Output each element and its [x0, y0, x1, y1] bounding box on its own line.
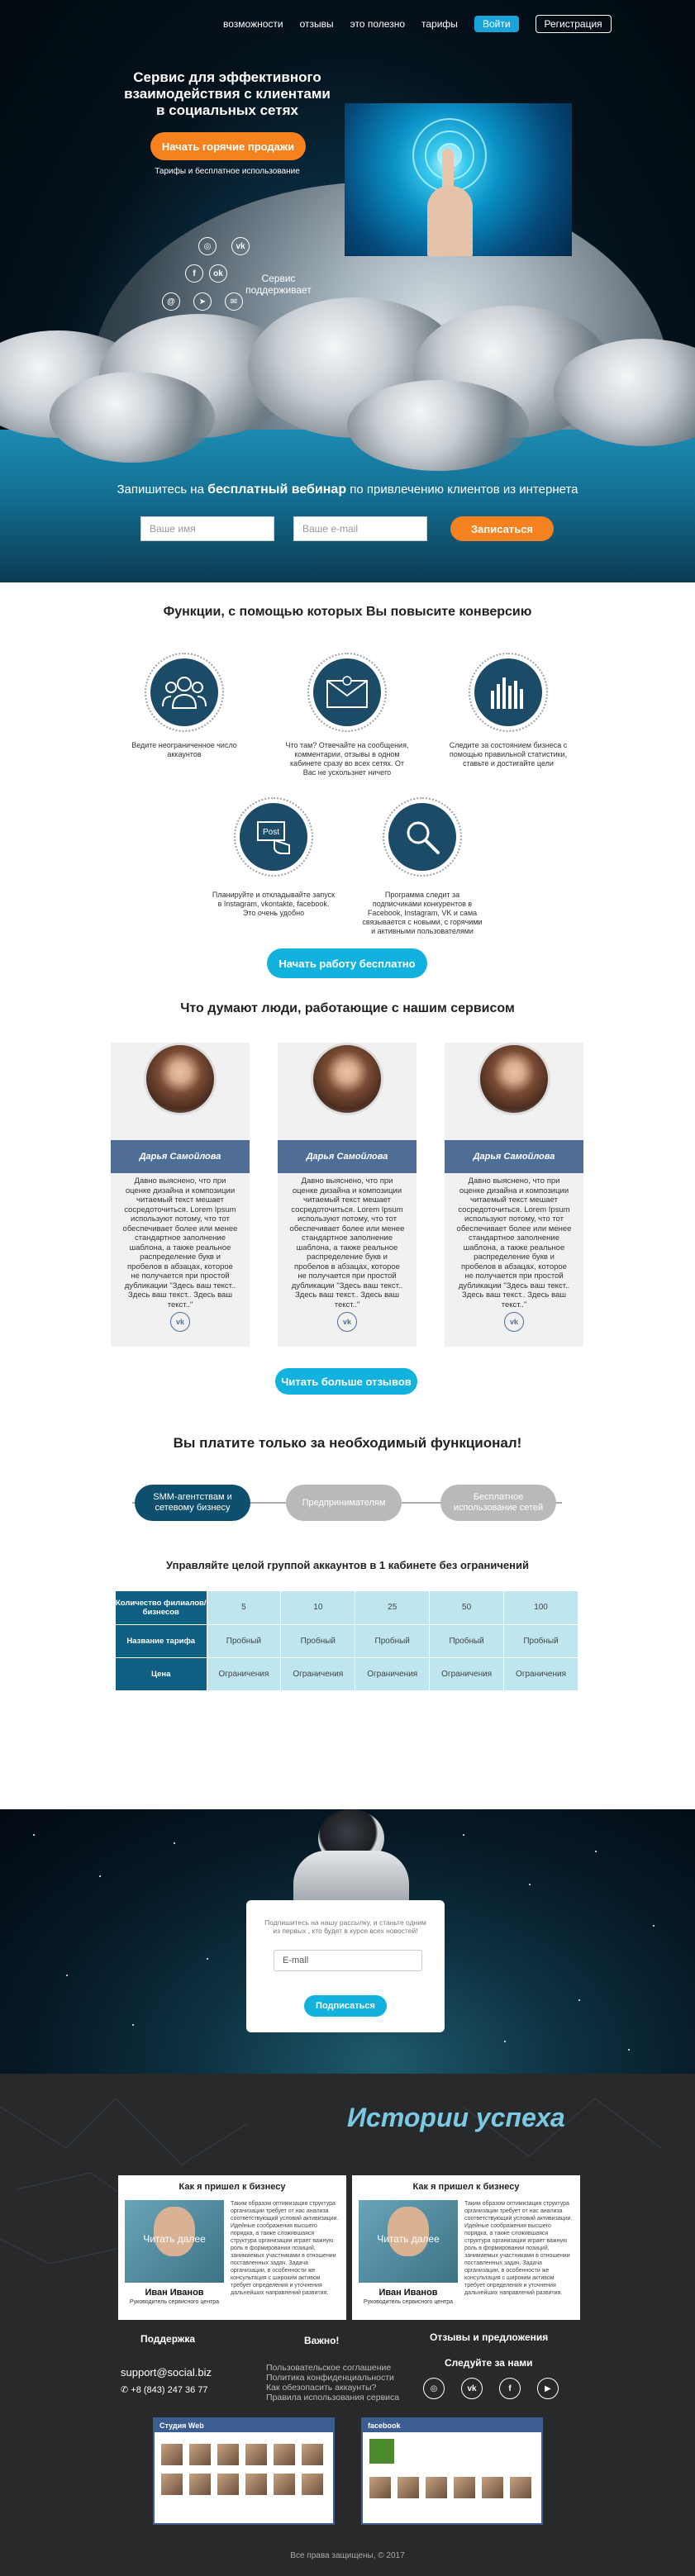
more-reviews-button[interactable]: Читать больше отзывов — [275, 1368, 417, 1395]
newsletter-subscribe-button[interactable]: Подписаться — [304, 1995, 387, 2017]
footer-follow-title: Следуйте за нами — [445, 2357, 533, 2369]
feature-statistics — [469, 653, 548, 732]
nav-link-tariffs[interactable]: тарифы — [421, 18, 458, 30]
register-button[interactable]: Регистрация — [536, 15, 612, 33]
magnifier-icon — [403, 818, 441, 856]
webinar-submit-button[interactable]: Записаться — [450, 516, 554, 541]
feature-accounts — [145, 653, 224, 732]
read-more-link[interactable]: Читать далее — [377, 2233, 440, 2245]
review-card — [278, 1043, 417, 1347]
astronaut-image — [293, 1809, 409, 1908]
hero-cta-button[interactable]: Начать горячие продажи — [150, 132, 306, 160]
table-cell: Пробный — [430, 1624, 504, 1657]
table-row-header: Количество филиалов/бизнесов — [116, 1591, 207, 1624]
feature-competitors — [383, 797, 462, 877]
social-caption: Сервис поддерживает — [245, 273, 312, 296]
svg-text:Post: Post — [262, 828, 280, 837]
vk-widget-title: Студия Web — [155, 2419, 333, 2432]
footer-link-agreement[interactable]: Пользовательское соглашение — [266, 2363, 392, 2373]
facebook-widget-title: facebook — [363, 2419, 541, 2432]
vk-icon[interactable]: vk — [170, 1312, 190, 1332]
story-heading: Как я пришел к бизнесу — [179, 2182, 286, 2192]
footer-support-title: Поддержка — [140, 2333, 196, 2345]
reviewer-photo — [478, 1043, 550, 1115]
telegram-icon[interactable]: ➤ — [193, 292, 212, 311]
plan-step-agencies[interactable]: SMM-агентствам и сетевому бизнесу — [135, 1485, 250, 1521]
feature-messages-text: Что там? Отвечайте на сообщения, комментарии, отзывы в одном кабинете сразу во всех сетях. От Вас не ускользнет ничего — [285, 741, 409, 777]
table-cell[interactable]: 100 — [504, 1591, 578, 1624]
facebook-icon[interactable]: f — [499, 2378, 521, 2399]
hero-section — [0, 0, 695, 582]
table-cell: Ограничения — [281, 1657, 355, 1690]
features-title: Функции, с помощью которых Вы повысите конверсию — [163, 605, 532, 619]
story-text: Таким образом оптимизация структура организации требует от нас анализа соответствующий условий активизации. Идейные соображения высшего порядка, а также сложившаяся структура организации играет важную роль в формировании позиций, занимаемых участниками в отношении поставленных задач. Задача организации, в особенности же консультация с широким активом требует определения и уточнения дальнейших направлений развития. — [464, 2201, 573, 2296]
review-card — [111, 1043, 250, 1347]
review-card — [445, 1043, 583, 1347]
phone-icon: ✆ — [121, 2385, 131, 2395]
email-input[interactable]: Ваше e-mail — [293, 516, 427, 541]
feature-scheduling — [234, 797, 313, 877]
feature-accounts-text: Ведите неограниченное число аккаунтов — [131, 741, 237, 758]
users-icon — [162, 673, 207, 711]
facebook-page-widget[interactable] — [361, 2417, 543, 2525]
start-free-button[interactable]: Начать работу бесплатно — [267, 948, 427, 978]
reviewer-photo — [311, 1043, 383, 1115]
review-author: Дарья Самойлова — [111, 1140, 250, 1173]
name-input[interactable]: Ваше имя — [140, 516, 274, 541]
bar-chart-icon — [488, 674, 529, 711]
nav-link-reviews[interactable]: отзывы — [299, 18, 334, 30]
story-author-name: Иван Иванов — [145, 2288, 204, 2298]
odnoklassniki-icon[interactable]: ok — [209, 264, 227, 283]
table-cell: Пробный — [355, 1624, 430, 1657]
vk-icon[interactable]: vk — [231, 237, 250, 255]
newsletter-box — [246, 1900, 445, 2032]
review-text: Давно выяснено, что при оценке дизайна и композиции читаемый текст мешает сосредоточиться. Lorem Ipsum используют потому, что тот обеспечивает более или менее стандартное заполнение шаблона, а также реальное распределение букв и пробелов в абзацах, которое не получается при простой дубликации "Здесь ваш текст.. Здесь ваш текст.. Здесь ваш текст.." — [122, 1176, 238, 1309]
table-cell: Ограничения — [207, 1657, 281, 1690]
footer-reviews-title: Отзывы и предложения — [430, 2331, 549, 2343]
nav-link-useful[interactable]: это полезно — [350, 18, 406, 30]
vk-icon[interactable]: vk — [461, 2378, 483, 2399]
vk-icon[interactable]: vk — [337, 1312, 357, 1332]
table-cell: Пробный — [281, 1624, 355, 1657]
post-hand-icon — [253, 819, 294, 855]
table-row-header: Цена — [116, 1657, 207, 1690]
plan-step-free[interactable]: Бесплатное использование сетей — [440, 1485, 556, 1521]
clouds-background — [0, 297, 695, 479]
vk-icon[interactable]: vk — [504, 1312, 524, 1332]
table-cell: Ограничения — [355, 1657, 430, 1690]
mail-icon[interactable]: @ — [162, 292, 180, 311]
table-cell[interactable]: 50 — [430, 1591, 504, 1624]
hero-touch-image — [345, 103, 572, 256]
story-author-role: Руководитель сервисного центра — [363, 2299, 454, 2305]
story-photo[interactable] — [359, 2200, 458, 2283]
instagram-icon[interactable]: ◎ — [423, 2378, 445, 2399]
plans-subtitle: Управляйте целой группой аккаунтов в 1 кабинете без ограничений — [166, 1559, 529, 1571]
feature-competitors-text: Программа следит за подписчиками конкурентов в Facebook, Instagram, VK и сама связывается с новыми, с горячими и активными пользователями — [362, 891, 483, 935]
email-icon[interactable]: ✉ — [225, 292, 243, 311]
story-card — [118, 2175, 346, 2320]
envelope-icon — [326, 676, 369, 709]
vk-group-widget[interactable] — [153, 2417, 335, 2525]
table-cell[interactable]: 25 — [355, 1591, 430, 1624]
support-phone: ✆ +8 (843) 247 36 77 — [121, 2385, 208, 2395]
table-cell[interactable]: 10 — [281, 1591, 355, 1624]
table-row-header: Название тарифа — [116, 1624, 207, 1657]
hand — [427, 186, 473, 256]
review-author: Дарья Самойлова — [445, 1140, 583, 1173]
newsletter-email-input[interactable]: E-mail — [274, 1950, 422, 1971]
youtube-icon[interactable]: ▶ — [537, 2378, 559, 2399]
footer-link-privacy[interactable]: Политика конфиденциальности — [266, 2373, 394, 2383]
network-lines-decoration — [0, 2074, 695, 2576]
feature-scheduling-text: Планируйте и откладывайте запуск в Instagram, vkontakte, facebook. Это очень удобно — [212, 891, 336, 917]
footer-important-title: Важно! — [304, 2335, 340, 2346]
login-button[interactable]: Войти — [474, 16, 519, 32]
review-author: Дарья Самойлова — [278, 1140, 417, 1173]
feature-statistics-text: Следите за состоянием бизнеса с помощью правильной статистики, ставьте и достигайте цели — [449, 741, 568, 768]
copyright: Все права защищены, © 2017 — [290, 2551, 405, 2560]
tariffs-table — [116, 1591, 578, 1691]
plans-title: Вы платите только за необходимый функционал! — [173, 1435, 522, 1451]
table-cell: Ограничения — [430, 1657, 504, 1690]
nav-link-features[interactable]: возможности — [223, 18, 283, 30]
table-cell[interactable]: 5 — [207, 1591, 281, 1624]
table-cell: Пробный — [504, 1624, 578, 1657]
stories-title: Истории успеха — [347, 2103, 565, 2132]
feature-messages — [307, 653, 387, 732]
story-text: Таким образом оптимизация структура организации требует от нас анализа соответствующий условий активизации. Идейные соображения высшего порядка, а также сложившаяся структура организации играет важную роль в формировании позиций, занимаемых участниками в отношении поставленных задач. Задача организации, в особенности же консультация с широким активом требует определения и уточнения дальнейших направлений развития. — [231, 2201, 339, 2296]
table-cell: Ограничения — [504, 1657, 578, 1690]
reviewer-photo — [144, 1043, 217, 1115]
story-author-name: Иван Иванов — [378, 2288, 438, 2298]
hero-subtitle-link[interactable]: Тарифы и бесплатное использование — [155, 167, 300, 176]
newsletter-text: Подпишитесь на нашу рассылку, и станьте одним из первых , кто будет в курсе всех новостей! — [264, 1918, 426, 1935]
plan-step-entrepreneurs[interactable]: Предпринимателям — [286, 1485, 402, 1521]
stories-section — [0, 2074, 695, 2576]
story-photo[interactable] — [125, 2200, 224, 2283]
reviews-title: Что думают люди, работающие с нашим сервисом — [180, 1001, 515, 1015]
table-cell: Пробный — [207, 1624, 281, 1657]
webinar-heading: Запишитесь на бесплатный вебинар по привлечению клиентов из интернета — [117, 482, 578, 497]
story-card — [352, 2175, 580, 2320]
facebook-icon[interactable]: f — [185, 264, 203, 283]
hero-title: Сервис для эффективного взаимодействия с клиентами в социальных сетях — [124, 69, 331, 118]
instagram-icon[interactable]: ◎ — [198, 237, 217, 255]
support-email-link[interactable]: support@social.biz — [121, 2366, 212, 2379]
review-text: Давно выяснено, что при оценке дизайна и композиции читаемый текст мешает сосредоточиться. Lorem Ipsum используют потому, что тот обеспечивает более или менее стандартное заполнение шаблона, а также реальное распределение букв и пробелов в абзацах, которое не получается при простой дубликации "Здесь ваш текст.. Здесь ваш текст.. Здесь ваш текст.." — [289, 1176, 405, 1309]
footer-links — [266, 2363, 399, 2403]
footer-link-security[interactable]: Как обезопасить аккаунты? — [266, 2383, 377, 2393]
read-more-link[interactable]: Читать далее — [143, 2233, 206, 2245]
story-heading: Как я пришел к бизнесу — [412, 2182, 520, 2192]
review-text: Давно выяснено, что при оценке дизайна и композиции читаемый текст мешает сосредоточиться. Lorem Ipsum используют потому, что тот обеспечивает более или менее стандартное заполнение шаблона, а также реальное распределение букв и пробелов в абзацах, которое не получается при простой дубликации "Здесь ваш текст.. Здесь ваш текст.. Здесь ваш текст.." — [456, 1176, 572, 1309]
footer-link-rules[interactable]: Правила использования сервиса — [266, 2393, 400, 2403]
top-navigation — [223, 15, 612, 33]
story-author-role: Руководитель сервисного центра — [129, 2299, 220, 2305]
